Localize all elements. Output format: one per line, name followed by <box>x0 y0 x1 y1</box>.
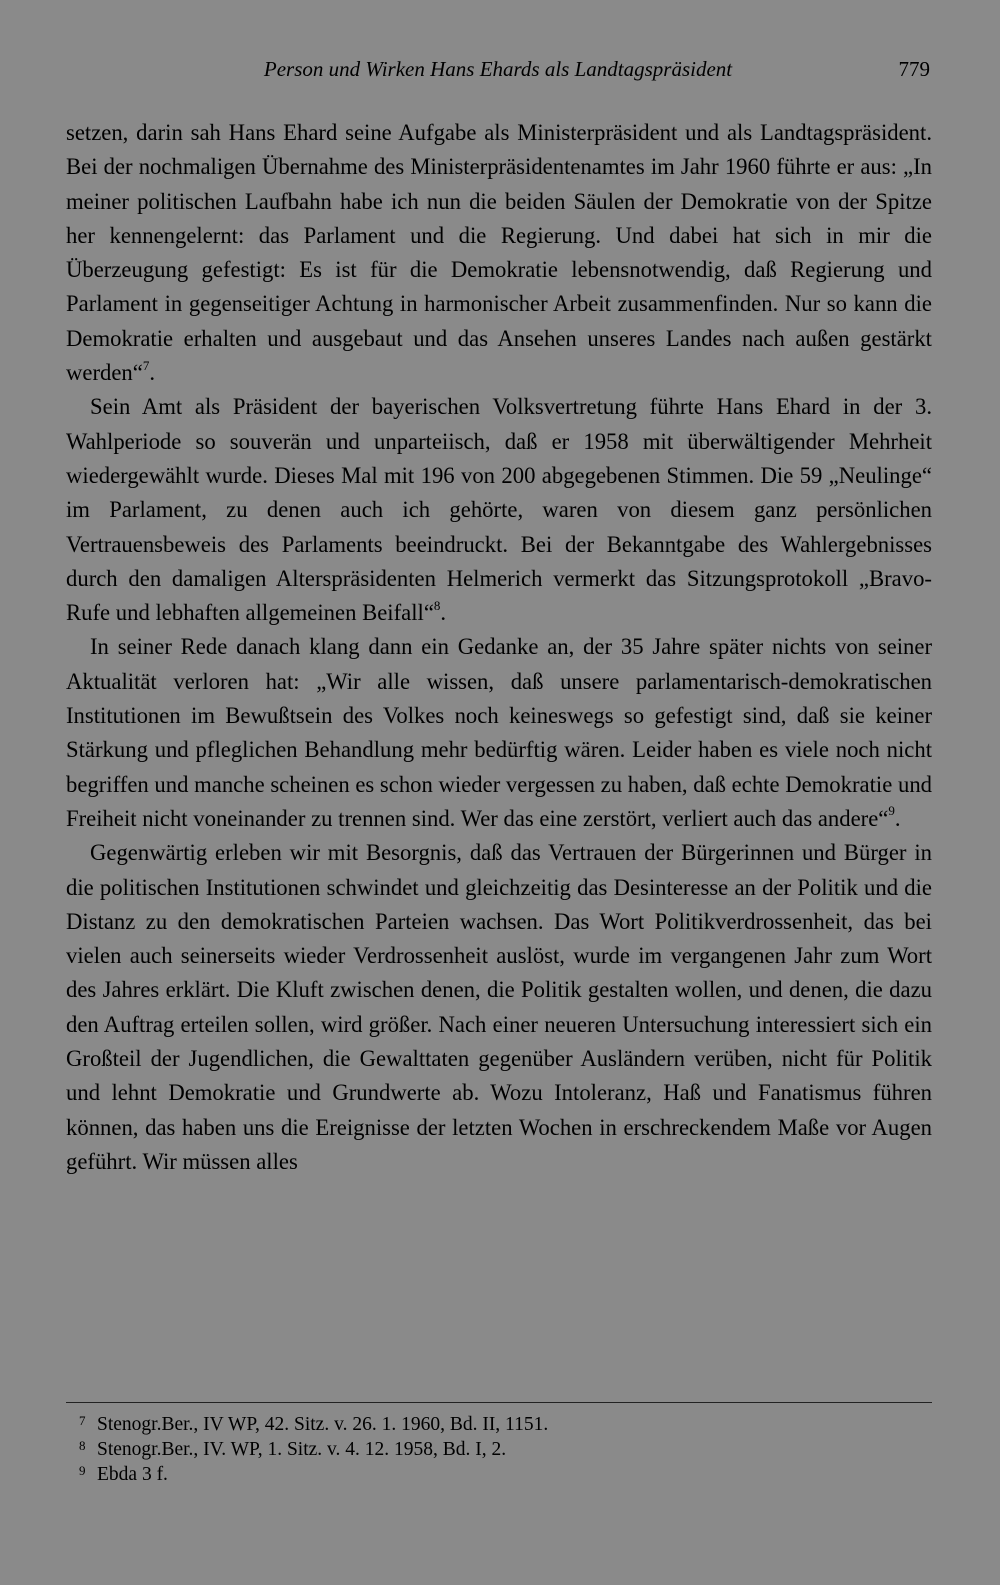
footnotes <box>79 1412 879 1487</box>
paragraph-text: In seiner Rede danach klang dann ein Gedanke an, der 35 Jahre später nichts von seiner Aktualität verloren hat: „Wir alle wissen, daß unsere parlamentarisch-demokratischen Institutionen im Bewußtsein des Volkes noch keineswegs so gefestigt sind, daß sie keiner Stärkung und pfleglichen Behandlung mehr bedürftig wären. Leider haben es viele noch nicht begriffen und manche scheinen es schon wieder vergessen zu haben, daß echte Demokratie und Freiheit nicht voneinander zu trennen sind. Wer das eine zerstört, verliert auch das andere“ <box>66 634 933 831</box>
footnote <box>79 1412 879 1437</box>
footnote <box>79 1462 879 1487</box>
footnote-reference: 7 <box>142 357 150 373</box>
footnote-text: Stenogr.Ber., IV WP, 42. Sitz. v. 26. 1. 1960, Bd. II, 1151. <box>97 1414 549 1435</box>
footnote-mark: 7 <box>79 1413 86 1428</box>
page-number: 779 <box>898 57 930 81</box>
paragraph-end: . <box>894 805 901 831</box>
paragraph-text: Gegenwärtig erleben wir mit Besorgnis, daß das Vertrauen der Bürgerinnen und Bürger in die politischen Institutionen schwindet und gleichzeitig das Desinteresse an der Politik und die Distanz zu den demokratischen Parteien wachsen. Das Wort Politikverdrossenheit, das bei vielen auch seinerseits wieder Verdrossenheit auslöst, wurde im vergangenen Jahr zum Wort des Jahres erklärt. Die Kluft zwischen denen, die Politik gestalten wollen, und denen, die dazu den Auftrag erteilen sollen, wird größer. Nach einer neueren Untersuchung interessiert sich ein Großteil der Jugendlichen, die Gewalttaten gegenüber Ausländern verüben, nicht für Politik und lehnt Demokratie und Grundwerte ab. Wozu Intoleranz, Haß und Fanatismus führen können, das haben uns die Ereignisse der letzten Wochen in erschreckendem Maße vor Augen geführt. Wir müssen alles <box>66 840 932 1174</box>
footnote-text: Ebda 3 f. <box>97 1464 168 1485</box>
footnote-separator <box>66 1402 932 1403</box>
footnote-reference: 8 <box>433 597 441 613</box>
paragraph <box>66 390 932 630</box>
paragraph <box>66 836 932 1179</box>
paragraph <box>66 630 932 836</box>
footnote-text: Stenogr.Ber., IV. WP, 1. Sitz. v. 4. 12. 1958, Bd. I, 2. <box>97 1439 507 1460</box>
paragraph-text: Sein Amt als Präsident der bayerischen Volksvertretung führte Hans Ehard in der 3. Wahlperiode so souverän und unparteiisch, daß er 1958 mit überwältigender Mehrheit wiedergewählt wurde. Dieses Mal mit 196 von 200 abgegebenen Stimmen. Die 59 „Neulinge“ im Parlament, zu denen auch ich gehörte, waren von diesem ganz persönlichen Vertrauensbeweis des Parlaments beeindruckt. Bei der Bekanntgabe des Wahlergebnisses durch den damaligen Alterspräsidenten Helmerich vermerkt das Sitzungsprotokoll „Bravo-Rufe und lebhaften allgemeinen Beifall“ <box>66 394 932 626</box>
running-title: Person und Wirken Hans Ehards als Landtagspräsident <box>263 57 733 81</box>
paragraph-text: setzen, darin sah Hans Ehard seine Aufgabe als Ministerpräsident und als Landtagspräsident. Bei der nochmaligen Übernahme des Ministerpräsidentenamtes im Jahr 1960 führte er aus: „In meiner politischen Laufbahn habe ich nun die beiden Säulen der Demokratie von der Spitze her kennengelernt: das Parlament und die Regierung. Und dabei hat sich in mir die Überzeugung gefestigt: Es ist für die Demokratie lebensnotwendig, daß Regierung und Parlament in gegenseitiger Achtung in harmonischer Arbeit zusammenfinden. Nur so kann die Demokratie erhalten und ausgebaut und das Ansehen unseres Landes nach außen gestärkt werden“ <box>66 120 932 386</box>
running-header <box>66 57 930 87</box>
paragraph-end: . <box>149 360 156 386</box>
footnote-mark: 9 <box>79 1463 86 1478</box>
footnote-mark: 8 <box>79 1438 86 1453</box>
paragraph-end: . <box>440 600 447 626</box>
body-text <box>66 116 932 1179</box>
paragraph <box>66 116 932 390</box>
footnote <box>79 1437 879 1462</box>
footnote-reference: 9 <box>888 803 895 819</box>
